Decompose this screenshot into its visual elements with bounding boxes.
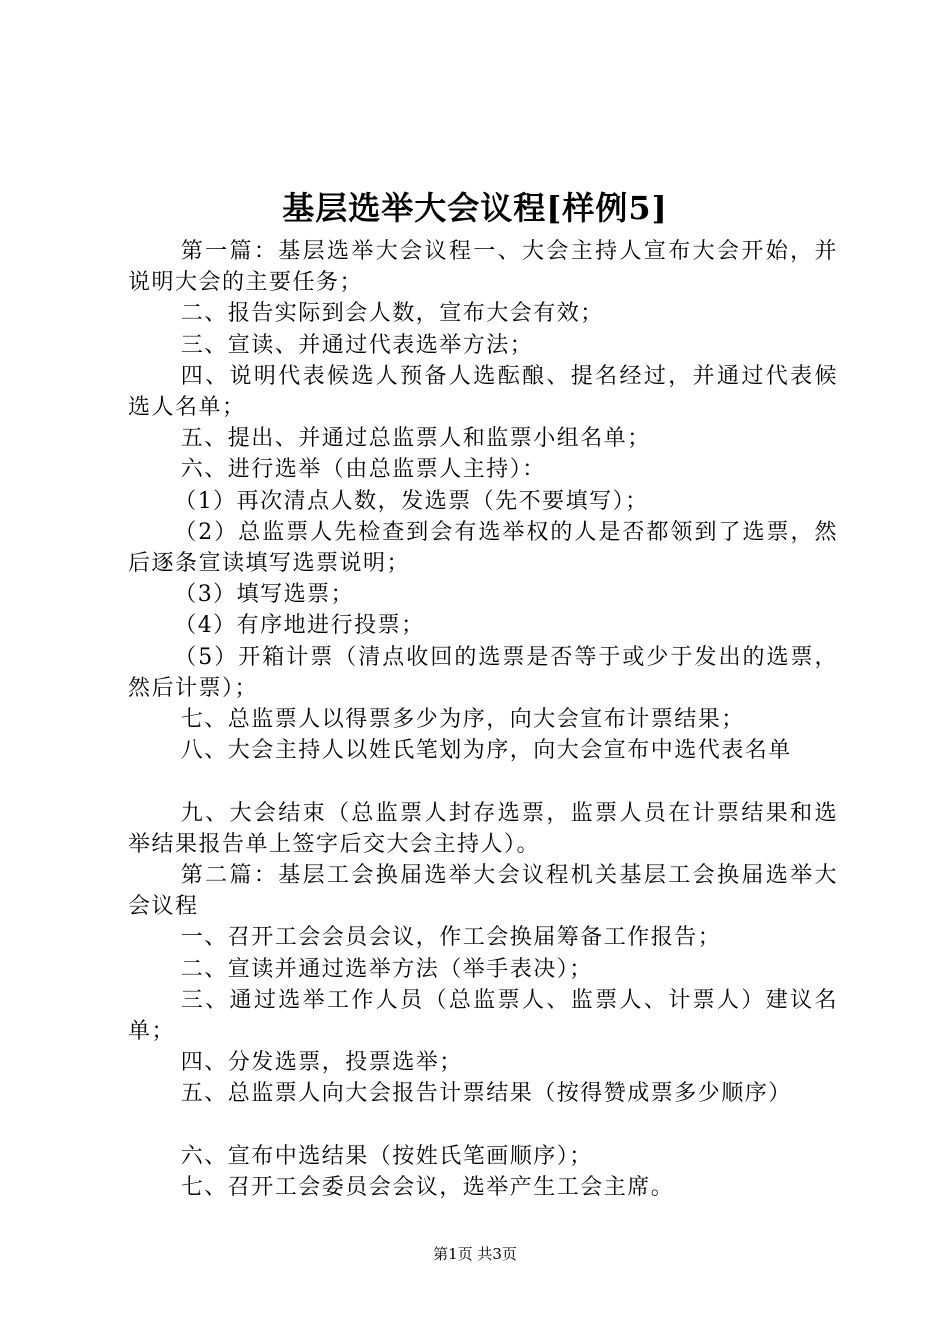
paragraph: 第二篇：基层工会换届选举大会议程机关基层工会换届选举大会议程 [128,863,838,920]
paragraph: （3）填写选票； [174,582,355,608]
paragraph: 二、宣读并通过选举方法（举手表决）； [180,956,593,982]
paragraph: 三、通过选举工作人员（总监票人、监票人、计票人）建议名单； [128,987,838,1045]
paragraph: 九、大会结束（总监票人封存选票，监票人员在计票结果和选举结果报告单上签字后交大会主持人）。 [128,800,838,857]
document-title: 基层选举大会议程[样例5] [282,189,668,227]
page-footer: 第1页 共3页 [433,1245,517,1263]
paragraph: 第一篇：基层选举大会议程一、大会主持人宣布大会开始，并说明大会的主要任务； [128,239,838,296]
paragraph: 六、宣布中选结果（按姓氏笔画顺序）； [180,1143,593,1169]
paragraph: 六、进行选举（由总监票人主持）： [180,457,546,483]
paragraph: 五、提出、并通过总监票人和监票小组名单； [180,426,651,452]
document-body [128,236,838,1203]
paragraph: （4）有序地进行投票； [174,613,425,639]
paragraph: 四、说明代表候选人预备人选酝酿、提名经过，并通过代表候选人名单； [128,363,838,421]
paragraph: 一、召开工会会员会议，作工会换届筹备工作报告； [180,925,722,951]
paragraph: （5）开箱计票（清点收回的选票是否等于或少于发出的选票，然后计票）； [128,644,838,701]
blank-line [128,1110,838,1141]
paragraph: 二、报告实际到会人数，宣布大会有效； [180,301,604,327]
paragraph: 七、召开工会委员会会议，选举产生工会主席。 [180,1175,675,1201]
blank-line [128,766,838,797]
paragraph: 七、总监票人以得票多少为序，向大会宣布计票结果； [180,707,745,733]
paragraph: 八、大会主持人以姓氏笔划为序，向大会宣布中选代表名单 [180,738,792,764]
paragraph: （1）再次清点人数，发选票（先不要填写）； [174,488,649,514]
paragraph: 三、宣读、并通过代表选举方法； [180,332,534,358]
paragraph: 五、总监票人向大会报告计票结果（按得赞成票多少顺序） [180,1081,792,1107]
paragraph: （2）总监票人先检查到会有选举权的人是否都领到了选票，然后逐条宣读填写选票说明； [128,519,838,577]
paragraph: 四、分发选票，投票选举； [180,1050,463,1076]
